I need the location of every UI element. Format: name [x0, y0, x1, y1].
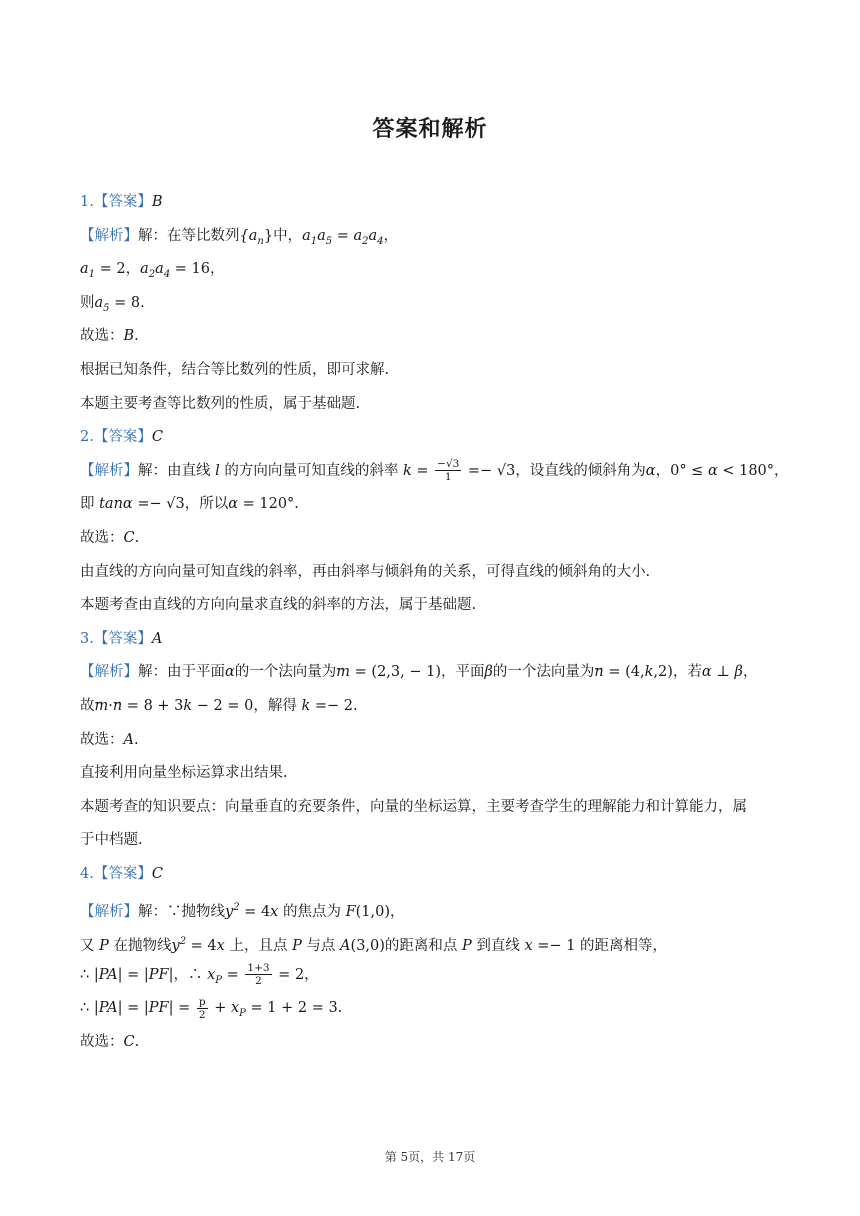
- math: = a: [332, 227, 363, 244]
- math: C: [123, 529, 135, 546]
- q3-summary-line: 直接利用向量坐标运算求出结果.: [80, 765, 288, 782]
- q2-text: 解：由直线: [138, 462, 216, 479]
- math: = (4,: [603, 664, 645, 681]
- q2-text: ，设直线的倾斜角为: [515, 462, 646, 479]
- math: α: [701, 664, 712, 681]
- math: < 180°，: [717, 462, 789, 479]
- q1-analysis-label: 【解析】: [80, 227, 138, 244]
- q2-choice-line: [80, 522, 780, 556]
- math: = 4: [186, 937, 217, 954]
- q3-analysis-line-2: [80, 690, 780, 724]
- q1-analysis-line-3: [80, 287, 780, 321]
- q2-text: 即: [80, 496, 100, 513]
- q3-text: − 2 = 0，解得: [192, 697, 302, 714]
- q4-analysis-line-4: [80, 992, 780, 1026]
- math-sub: 1: [88, 269, 96, 281]
- math: |，∴: [168, 966, 208, 983]
- q4-answer-line: [80, 858, 780, 892]
- q1-text: 解：在等比数列: [138, 227, 240, 244]
- q2-number: 2.: [80, 429, 94, 446]
- math: k: [183, 697, 193, 714]
- q2-answer-label: 【答案】: [93, 429, 152, 446]
- math: (1,0)，: [355, 904, 405, 921]
- fraction: [435, 458, 461, 483]
- fraction-denominator: 2: [255, 975, 262, 988]
- q3-number: 3.: [80, 630, 94, 647]
- math: ·: [108, 697, 113, 714]
- q4-choice-line: [80, 1026, 780, 1060]
- math: a: [317, 227, 326, 244]
- q1-text: 则: [80, 294, 95, 311]
- math: ∴ |: [80, 966, 99, 983]
- math: P: [99, 937, 109, 954]
- q4-text: 又: [80, 937, 100, 954]
- q3-text: .: [133, 731, 139, 748]
- vector-m: → m: [336, 664, 350, 680]
- math: B: [123, 328, 135, 345]
- math: y: [171, 937, 180, 954]
- math-sup: 2: [179, 936, 187, 948]
- math-sub: P: [215, 974, 223, 986]
- math: ，0° ≤: [655, 462, 708, 479]
- math: | =: [168, 1000, 195, 1017]
- math: F: [345, 904, 356, 921]
- math: x: [216, 937, 225, 954]
- math: = 4: [239, 904, 271, 921]
- q4-text: (3,0)的距离和点: [350, 937, 463, 954]
- math: =: [222, 966, 244, 983]
- math-sub: 4: [163, 269, 171, 281]
- q3-text: 故: [80, 697, 95, 714]
- math-sub: 2: [362, 235, 369, 247]
- q1-analysis-line-2: [80, 253, 780, 287]
- fraction-numerator: 1+3: [247, 962, 270, 975]
- math: k: [301, 697, 311, 714]
- q2-text: 的方向向量可知直线的斜率: [219, 462, 403, 479]
- math: =− 2.: [310, 697, 358, 714]
- math: A: [340, 937, 351, 954]
- q2-text: 故选：: [80, 529, 124, 546]
- q3-comment-line-1: 本题考查的知识要点：向量垂直的充要条件，向量的坐标运算，主要考查学生的理解能力和计算能力，属: [80, 798, 747, 815]
- q1-text: ，: [210, 261, 225, 278]
- q4-analysis-label: 【解析】: [80, 904, 138, 921]
- math: ,2)，若: [653, 664, 702, 681]
- q3-choice-line: [80, 724, 780, 758]
- math-sub: P: [239, 1008, 246, 1020]
- q3-text: 的一个法向量为: [492, 664, 595, 681]
- q1-text: .: [140, 294, 145, 311]
- vector-n: → n: [594, 664, 603, 680]
- fraction: [197, 996, 208, 1021]
- math-sub: 5: [103, 302, 110, 314]
- math: x: [230, 1000, 240, 1017]
- fraction-numerator: −√3: [437, 458, 460, 471]
- math: x: [524, 937, 533, 954]
- math: β: [734, 664, 743, 681]
- math: PF: [148, 966, 169, 983]
- q4-text: 在抛物线: [108, 937, 172, 954]
- q1-text: .: [134, 328, 139, 345]
- math: = 2，: [273, 966, 319, 983]
- math: +: [209, 1000, 231, 1017]
- math: α: [707, 462, 718, 479]
- math: = 8 + 3: [122, 697, 184, 714]
- math: P: [292, 937, 302, 954]
- q1-choice-line: [80, 320, 780, 354]
- math: PA: [98, 966, 118, 983]
- math: = 2: [95, 261, 126, 278]
- q4-text: 的焦点为: [278, 904, 346, 921]
- math: l: [215, 462, 220, 479]
- math: a: [94, 294, 104, 311]
- q2-text: =− √3，所以: [132, 496, 229, 513]
- q1-text: ，: [383, 227, 399, 244]
- math: = 120°.: [238, 496, 299, 513]
- math: x: [207, 966, 216, 983]
- q4-text: 到直线: [471, 937, 525, 954]
- q4-text: 上，且点: [224, 937, 293, 954]
- math: C: [123, 1033, 135, 1050]
- q2-text: .: [134, 529, 140, 546]
- q2-analysis-line-2: [80, 488, 780, 522]
- math: a: [140, 261, 149, 278]
- fraction-numerator: p: [198, 995, 206, 1008]
- q1-analysis-line-1: [80, 220, 780, 254]
- math: | = |: [117, 1000, 149, 1017]
- q3-text: ，: [742, 664, 758, 681]
- q1-number: 1.: [80, 194, 94, 210]
- q3-text: 解：由于平面: [138, 664, 225, 681]
- q2-summary-line: 由直线的方向向量可知直线的斜率，再由斜率与倾斜角的关系，可得直线的倾斜角的大小.: [80, 563, 651, 580]
- math: = 1 + 2 = 3.: [245, 1000, 343, 1017]
- math: =: [411, 462, 434, 479]
- math: a: [302, 227, 311, 244]
- q3-analysis-line-1: [80, 656, 780, 690]
- math-sup: 2: [233, 902, 240, 914]
- vector-m: → m: [95, 698, 109, 714]
- math: k: [644, 664, 654, 681]
- math: α: [225, 664, 235, 681]
- q3-analysis-label: 【解析】: [80, 664, 138, 681]
- math-sub: 1: [310, 235, 318, 247]
- math: = (2,3, − 1)，平面: [350, 664, 485, 681]
- answer-content: [80, 186, 789, 1059]
- q3-comment-line-2: 于中档题.: [80, 832, 143, 849]
- math: a: [80, 261, 89, 278]
- math: k: [402, 462, 412, 479]
- q1-text: ，: [125, 261, 141, 278]
- math: = 8: [109, 294, 141, 311]
- q3-text: 故选：: [80, 731, 124, 748]
- math: PF: [148, 1000, 169, 1017]
- q3-answer-label: 【答案】: [93, 630, 152, 647]
- q4-analysis-line-2: [80, 925, 780, 959]
- math: tanα: [99, 496, 133, 513]
- page-footer: 第 5页，共 17页: [384, 1150, 476, 1164]
- q2-comment-line: 本题考查由直线的方向向量求直线的斜率的方法，属于基础题.: [80, 597, 477, 614]
- q4-analysis-line-3: [80, 959, 780, 993]
- q4-text: 与点: [301, 937, 341, 954]
- math-sub: n: [257, 235, 264, 247]
- q4-answer: C: [151, 865, 163, 882]
- fraction-denominator: 1: [444, 471, 452, 484]
- math: P: [462, 937, 472, 954]
- q3-text: 的一个法向量为: [234, 664, 337, 681]
- q2-answer: C: [151, 429, 163, 446]
- math: α: [645, 462, 656, 479]
- q4-text: 故选：: [80, 1033, 124, 1050]
- q4-answer-label: 【答案】: [93, 865, 152, 882]
- math: β: [484, 664, 493, 681]
- math-sub: 2: [148, 269, 156, 281]
- q1-text: 中，: [273, 227, 303, 244]
- q4-text: .: [134, 1033, 140, 1050]
- math: }: [263, 227, 274, 244]
- q3-answer: A: [151, 630, 163, 647]
- q1-answer-line: [80, 186, 780, 220]
- math-sub: 5: [325, 235, 333, 247]
- math: x: [270, 904, 279, 921]
- q4-analysis-line-1: [80, 891, 780, 925]
- q2-analysis-label: 【解析】: [80, 462, 138, 479]
- math: ∴ |: [80, 1000, 99, 1017]
- page-title: 答案和解析: [372, 117, 488, 142]
- q2-analysis-line-1: [80, 455, 789, 489]
- math: y: [225, 904, 234, 921]
- q1-answer-label: 【答案】: [93, 194, 152, 210]
- q4-text: =− 1 的距离相等，: [532, 937, 668, 954]
- q3-answer-line: [80, 623, 780, 657]
- math: PA: [98, 1000, 118, 1017]
- vector-n: → n: [113, 698, 122, 714]
- math-sub: 4: [377, 235, 384, 247]
- math: a: [155, 261, 164, 278]
- math: =− √3: [463, 462, 516, 479]
- math: | = |: [117, 966, 149, 983]
- math: {a: [239, 227, 258, 244]
- q4-number: 4.: [80, 865, 94, 882]
- fraction: [245, 962, 271, 987]
- q1-comment-line: 本题主要考查等比数列的性质，属于基础题.: [80, 395, 361, 412]
- math: α: [228, 496, 238, 513]
- q1-answer: B: [151, 194, 163, 210]
- q1-summary-line: 根据已知条件，结合等比数列的性质，即可求解.: [80, 361, 390, 378]
- math: ⊥: [711, 664, 735, 681]
- fraction-denominator: 2: [198, 1008, 206, 1021]
- q2-answer-line: [80, 421, 780, 455]
- math: A: [123, 731, 134, 748]
- q1-text: 故选：: [80, 328, 124, 345]
- q4-text: 解：∵抛物线: [138, 904, 225, 921]
- math: a: [368, 227, 378, 244]
- math: = 16: [170, 261, 211, 278]
